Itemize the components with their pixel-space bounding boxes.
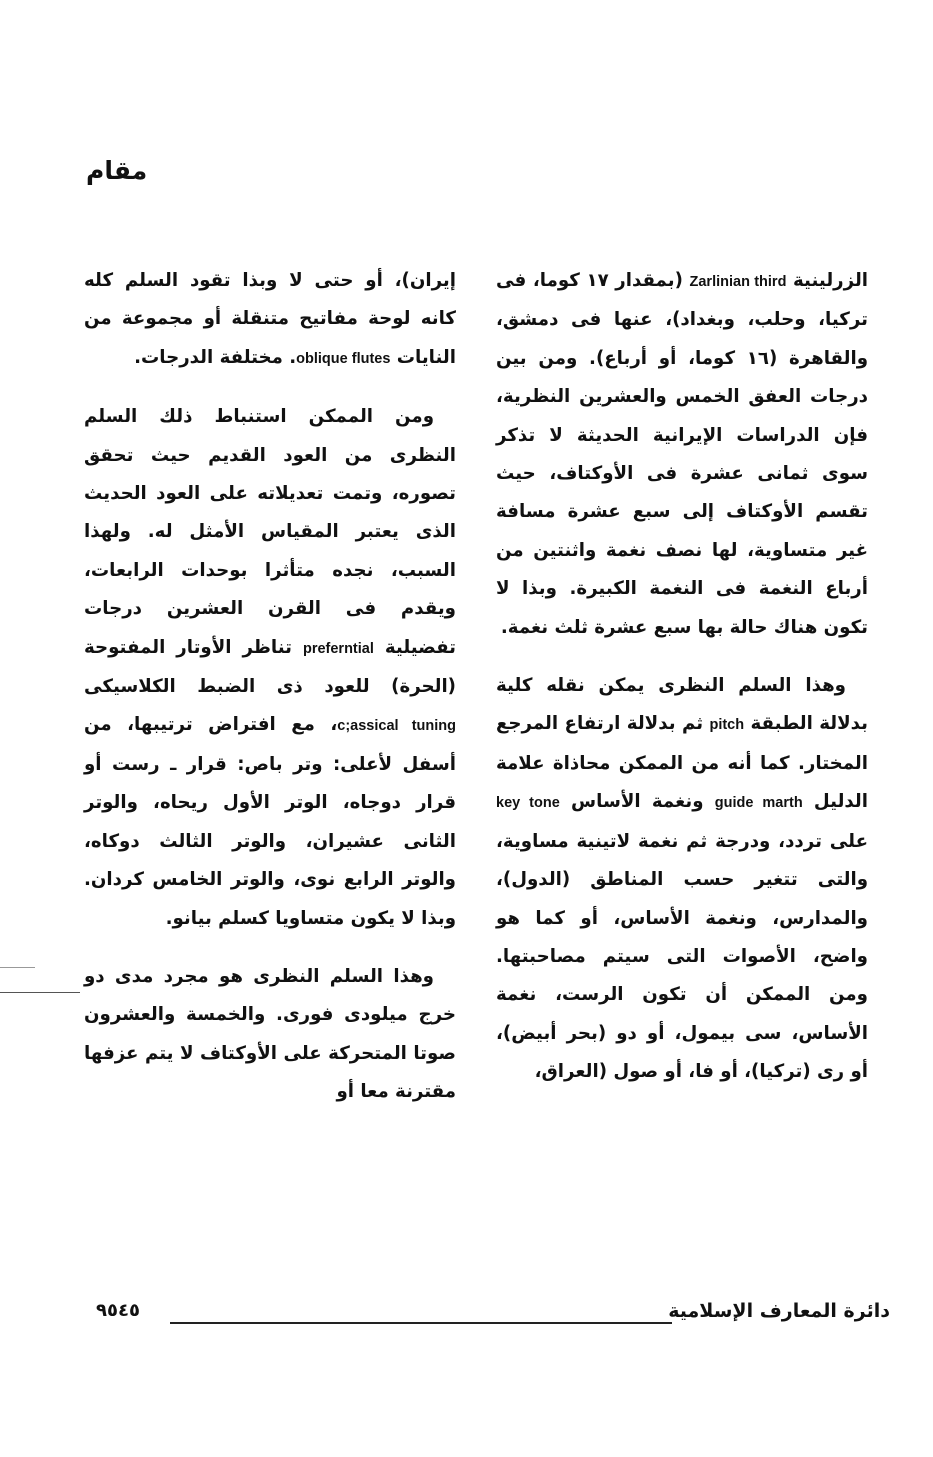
text-run: على تردد، ودرجة ثم نغمة لاتينية مساوية، والتى تتغير حسب المناطق (الدول)، والمدارس، ونغمة الأساس، أو كما هو واضح، الأصوات التى سيتم مصاحبتها. ومن الممكن أن تكون الرست، نغمة الأساس، سى بيمول، أو دو (بحر أبيض)، أو رى (تركيا)، أو فا، أو صول (العراق، <box>496 830 868 1083</box>
latin-term: key tone <box>496 795 560 812</box>
latin-term: oblique flutes <box>296 350 391 367</box>
right-column <box>496 262 868 1112</box>
scan-artifact-line <box>0 992 80 993</box>
latin-term: c;assical tuning <box>337 718 456 735</box>
text-run: تناظر الأوتار المفتوحة (الحرة) للعود ذى الضبط الكلاسيكى <box>84 636 456 698</box>
latin-term: Zarlinian third <box>689 274 787 290</box>
paragraph <box>84 958 456 1112</box>
text-run: . مختلفة الدرجات. <box>134 346 297 368</box>
page-footer <box>96 1300 890 1330</box>
text-run: (بمقدار ١٧ كوما، فى تركيا، وحلب، وبغداد)، عنها فى دمشق، والقاهرة (١٦ كوما، أو أرباع). ومن بين درجات العفق الخمس والعشرين النظرية، فإن الدراسات الإيرانية الحديثة لا تذكر سوى ثمانى عشرة فى الأوكتاف، حيث تقسم الأوكتاف إلى سبع عشرة مسافة غير متساوية، لها نصف نغمة واثنتين من أرباع النغمة فى النغمة الكبيرة. وبذا لا تكون هناك حالة بها سبع عشرة ثلث نغمة. <box>496 270 869 638</box>
footer-title: دائرة المعارف الإسلامية <box>668 1300 890 1322</box>
paragraph <box>84 262 456 378</box>
text-run: ثم بدلالة ارتفاع المرجع المختار. كما أنه من الممكن محاذاة علامة الدليل <box>496 713 868 813</box>
paragraph <box>84 398 456 938</box>
running-head: مقام <box>86 156 148 185</box>
page-number: ٩٥٤٥ <box>96 1300 140 1321</box>
text-run: ومن الممكن استنباط ذلك السلم النظرى من العود القديم حيث تحقق تصوره، وتمت تعديلاته على العود الحديث الذى يعتبر المقياس الأمثل له. ولهذا السبب، نجده متأثرا بوحدات الرابعات، ويقدم فى القرن العشرين درجات تفضيلية <box>84 406 457 658</box>
paragraph <box>496 262 868 647</box>
paragraph <box>496 667 868 1091</box>
latin-term: guide marth <box>714 795 803 812</box>
footer-rule <box>170 1322 672 1324</box>
text-run: ، مع افتراض ترتيبها، من أسفل لأعلى: وتر باص: قرار ـ رست أو قرار دوجاه، الوتر الأول ريحاه، والوتر الثانى عشيران، والوتر الثالث دوكاه، والوتر الرابع نوى، والوتر الخامس كردان. وبذا لا يكون متساويا كسلم بيانو. <box>84 714 456 929</box>
latin-term: pitch <box>709 717 745 734</box>
text-run: الزرلينية <box>786 270 869 291</box>
latin-term: preferntial <box>302 640 374 657</box>
text-run: وهذا السلم النظرى هو مجرد مدى دو خرج ميلودى فورى. والخمسة والعشرون صوتا المتحركة على الأوكتاف لا يتم عزفها مقترنة معا أو <box>84 965 456 1103</box>
text-run: وهذا السلم النظرى يمكن نقله كلية بدلالة الطبقة <box>496 675 868 735</box>
scan-artifact-line <box>0 967 35 968</box>
left-column <box>84 262 456 1132</box>
text-run: إيران)، أو حتى لا وبذا تقود السلم كله كانه لوحة مفاتيح متنقلة أو مجموعة من النايات <box>84 270 456 368</box>
text-run: ونغمة الأساس <box>559 791 715 813</box>
